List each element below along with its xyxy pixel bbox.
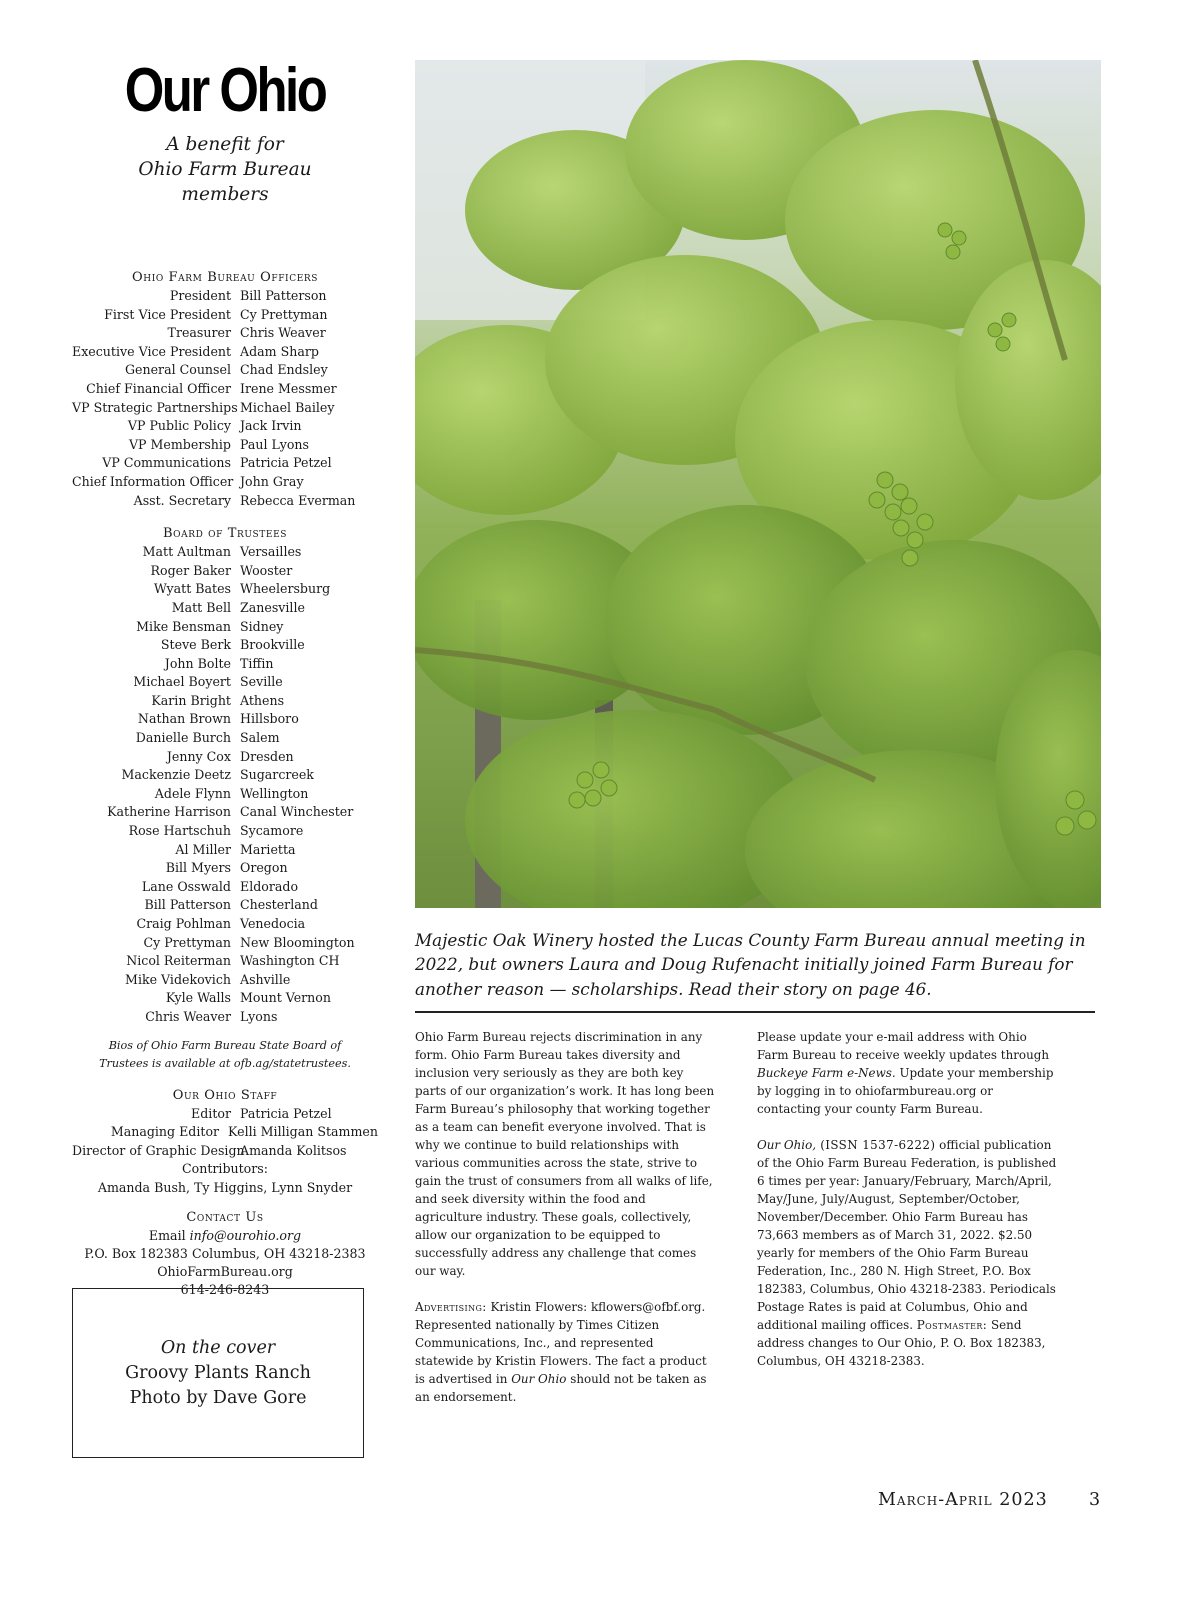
officer-row [72,361,378,380]
subtitle-line: members [181,184,269,205]
trustee-row-right: Sidney [240,618,284,634]
officer-row-right: Chris Weaver [240,325,326,341]
board-list [72,543,378,1026]
officer-row-left: Executive Vice President [72,343,232,359]
officers-section [72,269,378,510]
trustee-row-right: Hillsboro [240,711,299,727]
caption-divider [415,1011,1095,1013]
staff-row [72,1105,378,1124]
officer-row [72,306,378,325]
staff-row [72,1123,378,1142]
publication-statement [757,1136,1057,1370]
trustee-row-right: New Bloomington [240,934,355,950]
trustee-row [72,766,378,785]
advertising-notice [415,1298,715,1406]
publication-issn: (ISSN 1537-6222) [816,1138,936,1152]
cover-label: On the cover [160,1337,276,1358]
email-update-text-b: Update your membership by logging in to ohiofarmbureau.org or contacting your county Farm Bureau. [757,1066,1054,1116]
trustee-row-left: Lane Osswald [141,878,231,894]
trustee-row-left: Michael Boyert [133,674,231,690]
trustee-row-right: Washington CH [240,953,340,969]
trustee-row [72,748,378,767]
officer-row-right: Irene Messmer [240,380,337,396]
board-heading: Board of Trustees [162,526,288,542]
trustee-row-left: Matt Aultman [142,544,231,560]
trustee-row-left: Matt Bell [171,599,231,615]
cover-info-box [72,1288,364,1458]
contact-section [72,1209,378,1300]
trustee-row-right: Marietta [240,841,296,857]
advertising-publication: Our Ohio [511,1372,567,1386]
trustee-row-left: Mackenzie Deetz [121,767,231,783]
email-update-publication: Buckeye Farm e-News. [757,1066,896,1080]
trustee-row [72,896,378,915]
body-column-right [757,1028,1057,1370]
contact-heading: Contact Us [186,1209,264,1225]
trustee-row-left: Mike Videkovich [125,971,231,987]
trustee-row-left: Nathan Brown [137,711,231,727]
trustee-row-right: Versailles [240,544,302,560]
officer-row [72,380,378,399]
trustee-row-right: Wheelersburg [240,581,331,597]
trustee-row-left: Karin Bright [151,692,231,708]
trustee-row [72,599,378,618]
officer-row-right: Adam Sharp [240,343,319,359]
trustee-row [72,803,378,822]
diversity-statement: Ohio Farm Bureau rejects discrimination in any form. Ohio Farm Bureau takes diversity and inclusion very seriously as they are both key parts of our organization’s work. It has long been Farm Bureau’s philosophy that working together as a team can benefit everyone involved. That is why we continue to build relationships with various communities across the state, strive to gain the trust of consumers from all walks of life, and seek diversity within the food and agriculture industry. These goals, collectively, allow our organization to be equipped to successfully address any challenge that comes our way. [415,1030,715,1278]
trustee-row [72,655,378,674]
trustee-row [72,915,378,934]
masthead [72,58,378,207]
trustee-row [72,859,378,878]
trustee-row [72,971,378,990]
trustee-row-right: Sugarcreek [240,767,314,783]
trustee-row-right: Lyons [240,1008,278,1024]
officer-row-right: Bill Patterson [240,288,327,303]
publication-text-b: Send address changes to Our Ohio, P. O. Box 182383, Columbus, OH 43218-2383. [757,1318,1046,1368]
trustee-row [72,673,378,692]
trustee-row-right: Mount Vernon [240,990,331,1006]
officer-row-left: VP Communications [102,455,231,471]
publication-text-a: official publication of the Ohio Farm Bureau Federation, is published 6 times per year: January/February, March/April, May/June, July/August, September/October, November/December. Ohio Farm Bureau has 73,663 members as of March 31, 2022. $2.50 yearly for members of the Ohio Farm Bureau Federation, Inc., 280 N. High Street, P.O. Box 182383, Columbus, Ohio 43218-2383. Periodicals Postage Rates is paid at Columbus, Ohio and additional mailing offices. [757,1138,1057,1332]
officer-row [72,343,378,362]
contact-website[interactable]: OhioFarmBureau.org [157,1264,293,1280]
trustee-row-right: Athens [240,692,285,708]
trustee-row-left: Roger Baker [150,562,231,578]
trustee-row-right: Canal Winchester [240,804,354,820]
masthead-title: Our Ohio [124,56,326,125]
officer-row-left: VP Membership [128,436,231,452]
officers-list [72,287,378,510]
trustee-row [72,618,378,637]
masthead-subtitle [72,132,378,207]
email-update-text-a: Please update your e-mail address with Ohio Farm Bureau to receive weekly updates through [757,1030,1050,1062]
officer-row [72,324,378,343]
page-number: 3 [1089,1490,1101,1510]
staff-row-left: Managing Editor [110,1124,220,1140]
board-section [72,525,378,1072]
trustee-row-right: Venedocia [240,916,306,931]
officer-row-left: VP Strategic Partnerships [72,399,238,415]
officer-row-right: Paul Lyons [240,436,309,452]
trustee-row [72,878,378,897]
masthead-column [72,58,378,1300]
email-link[interactable]: info@ourohio.org [189,1227,302,1243]
trustee-row-left: Steve Berk [160,637,231,653]
trustee-row-right: Dresden [240,748,294,764]
trustee-row-right: Oregon [240,860,288,876]
advertising-text-a: Kristin Flowers: kflowers@ofbf.org. Represented nationally by Times Citizen Communications, Inc., and represented statewide by Kristin Flowers. The fact a product is advertised in [415,1300,707,1386]
trustee-row-right: Eldorado [240,878,299,894]
email-label: Email [148,1227,190,1243]
trustee-row-left: Bill Myers [165,860,231,876]
vineyard-photo [415,60,1101,908]
contributors-label: Contributors: [182,1161,268,1177]
officer-row [72,454,378,473]
trustee-row-left: Danielle Burch [135,730,231,746]
officer-row-left: Asst. Secretary [133,492,231,508]
trustee-row [72,934,378,953]
trustee-row-left: Bill Patterson [144,897,231,913]
officer-row-right: Patricia Petzel [240,455,332,471]
officer-row-left: First Vice President [104,306,231,322]
officer-row-right: Chad Endsley [240,362,328,378]
trustee-row [72,692,378,711]
trustee-row-left: Nicol Reiterman [126,953,231,969]
trustee-row-left: Kyle Walls [165,990,231,1006]
trustee-row-left: Craig Pohlman [136,916,231,931]
trustee-row [72,1008,378,1027]
bios-note-line: Trustees is available at ofb.ag/statetrustees. [99,1056,351,1070]
subtitle-line: Ohio Farm Bureau [138,159,312,180]
bios-note-line: Bios of Ohio Farm Bureau State Board of [108,1038,342,1052]
staff-row [72,1142,378,1161]
trustee-row-left: Chris Weaver [145,1008,231,1024]
trustee-row-right: Wooster [240,562,293,578]
trustee-row [72,543,378,562]
trustee-row-right: Ashville [240,971,291,987]
publication-name: Our Ohio, [757,1138,817,1152]
officer-row-left: General Counsel [124,362,231,378]
photo-caption: Majestic Oak Winery hosted the Lucas County Farm Bureau annual meeting in 2022, but owners Laura and Doug Rufenacht initially joined Farm Bureau for another reason — scholarships. Read their story on page 46. [415,930,1086,999]
advertising-label: Advertising: [415,1300,487,1314]
officer-row [72,436,378,455]
trustee-row-left: Adele Flynn [154,785,231,801]
officer-row-left: VP Public Policy [127,418,231,434]
trustee-row-left: Wyatt Bates [153,581,231,597]
staff-row-right: Amanda Kolitsos [240,1142,347,1158]
trustee-row-left: Al Miller [175,841,231,857]
officer-row [72,473,378,492]
staff-row-right: Kelli Milligan Stammen [228,1124,378,1140]
officer-row [72,492,378,511]
trustee-row [72,710,378,729]
officer-row-right: John Gray [240,473,304,489]
staff-row-right: Patricia Petzel [240,1105,332,1121]
trustee-row [72,636,378,655]
officer-row-right: Michael Bailey [240,399,335,415]
body-column-left [415,1028,715,1406]
officer-row-left: Treasurer [167,325,231,341]
contact-address: P.O. Box 182383 Columbus, OH 43218-2383 [84,1245,366,1261]
contact-phone: 614-246-8243 [180,1282,270,1298]
officer-row-right: Cy Prettyman [240,306,328,322]
trustee-row-right: Wellington [240,785,309,801]
trustee-row [72,841,378,860]
trustee-row-left: Jenny Cox [166,748,231,764]
trustee-row [72,580,378,599]
subtitle-line: A benefit for [166,134,284,155]
trustee-row-right: Brookville [240,637,305,653]
trustee-row [72,989,378,1008]
officer-row [72,399,378,418]
officer-row [72,417,378,436]
staff-list [72,1105,378,1161]
staff-heading: Our Ohio Staff [172,1087,278,1103]
contributors-names: Amanda Bush, Ty Higgins, Lynn Snyder [97,1179,353,1195]
advertising-text-b: should not be taken as an endorsement. [415,1372,707,1404]
trustee-row-left: Rose Hartschuh [128,823,231,839]
contact-email-line [72,1227,378,1245]
email-update-notice [757,1028,1057,1118]
trustee-row [72,785,378,804]
trustee-row-left: John Bolte [164,655,231,671]
trustee-row-right: Seville [240,674,283,690]
officer-row-right: Rebecca Everman [240,492,356,508]
trustee-row-right: Chesterland [240,897,318,913]
officers-heading: Ohio Farm Bureau Officers [131,270,319,285]
cover-credit: Photo by Dave Gore [129,1387,307,1408]
trustee-row [72,952,378,971]
trustee-row-right: Sycamore [240,823,304,839]
officer-row [72,287,378,306]
bios-note [72,1037,378,1073]
staff-section [72,1087,378,1197]
trustee-row [72,562,378,581]
trustee-row-left: Mike Bensman [136,618,231,634]
cover-title: Groovy Plants Ranch [125,1362,311,1383]
trustee-row-right: Tiffin [240,655,274,671]
officer-row-left: Chief Financial Officer [86,380,231,396]
officer-row-right: Jack Irvin [240,418,302,434]
trustee-row-right: Zanesville [240,599,305,615]
postmaster-label: Postmaster: [916,1318,988,1332]
staff-row-left: Editor [191,1105,231,1121]
staff-row-left: Director of Graphic Design [72,1142,245,1158]
trustee-row-left: Katherine Harrison [107,804,231,820]
trustee-row [72,729,378,748]
trustee-row [72,822,378,841]
trustee-row-right: Salem [240,730,280,746]
officer-row-left: President [169,288,231,303]
trustee-row-left: Cy Prettyman [143,934,231,950]
issue-date: March-April 2023 [878,1490,1048,1510]
officer-row-left: Chief Information Officer [72,473,234,489]
